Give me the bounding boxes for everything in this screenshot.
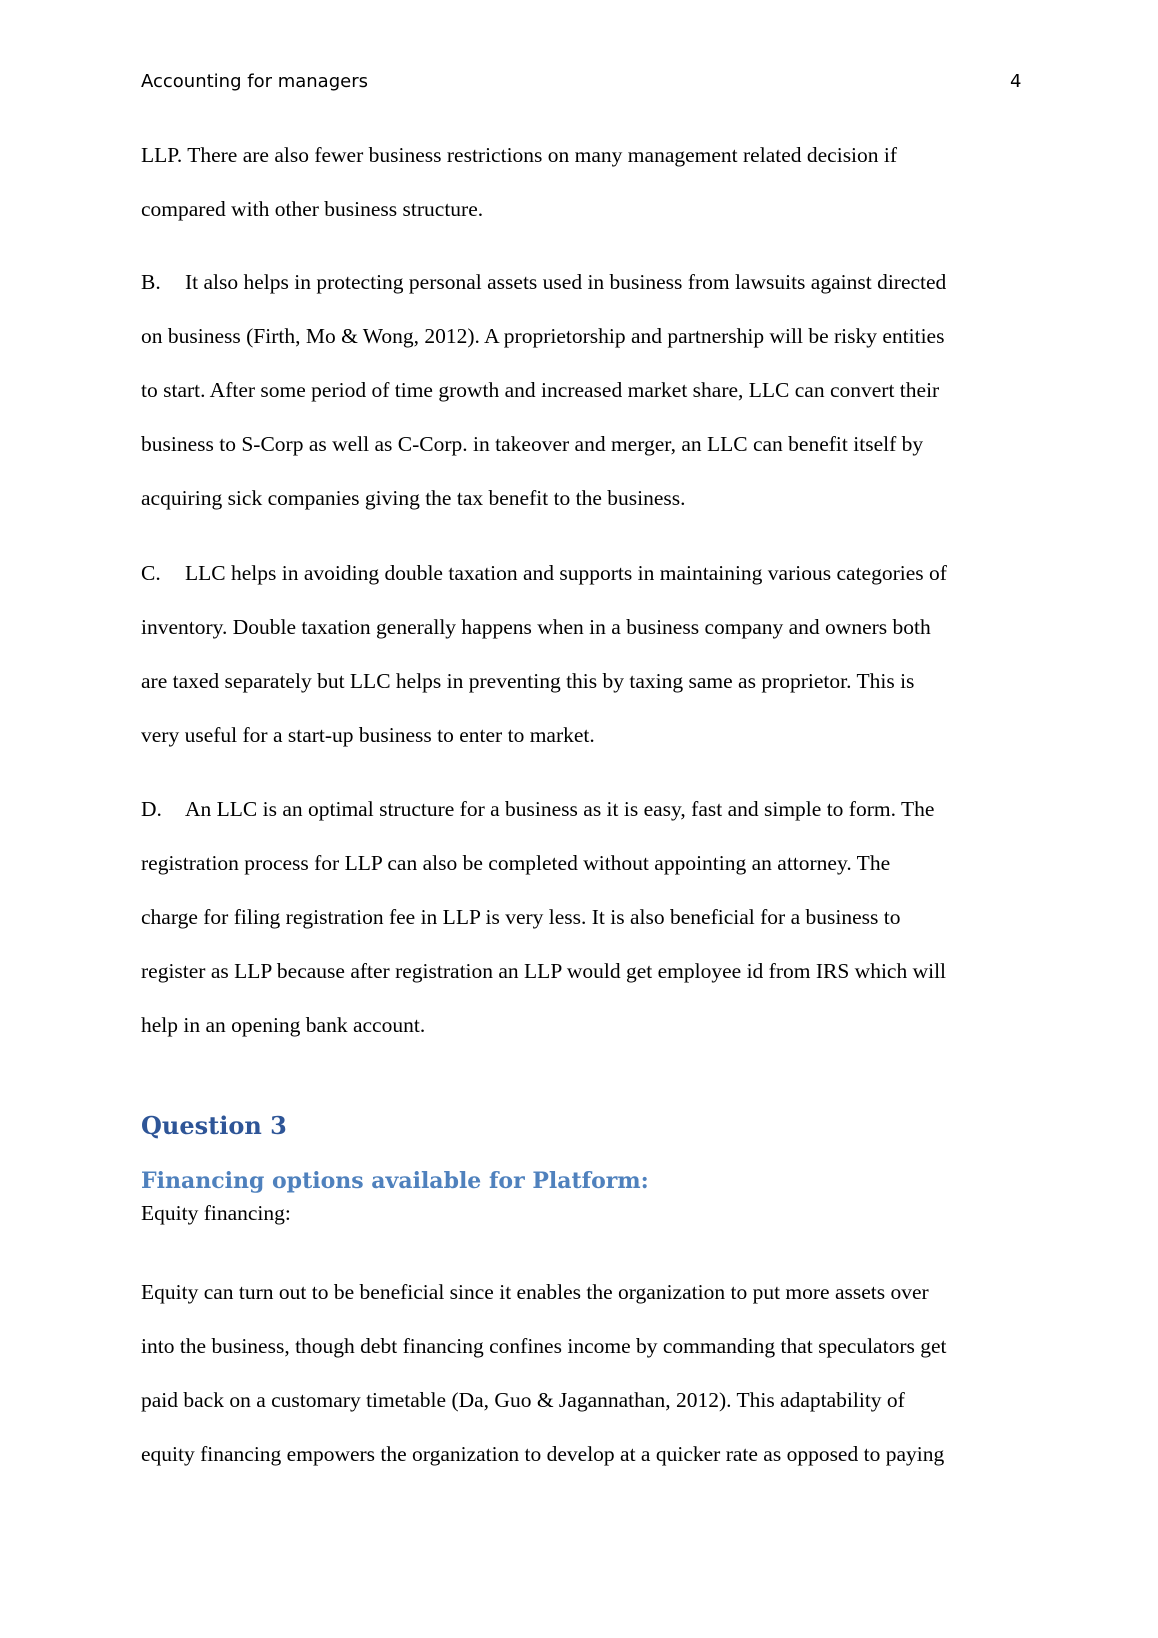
text-line: are taxed separately but LLC helps in preventing this by taxing same as proprietor. This is	[141, 669, 915, 693]
paragraph-b	[141, 255, 1031, 525]
subsection-label: Equity financing:	[141, 1201, 291, 1225]
text-line: to start. After some period of time growth and increased market share, LLC can convert their	[141, 378, 940, 402]
text-line	[141, 782, 1031, 836]
text-line: equity financing empowers the organization to develop at a quicker rate as opposed to paying	[141, 1442, 945, 1466]
text-line: help in an opening bank account.	[141, 1013, 426, 1037]
section-subheading: Financing options available for Platform:	[141, 1168, 649, 1194]
text-line: register as LLP because after registration an LLP would get employee id from IRS which will	[141, 959, 947, 983]
text-line: paid back on a customary timetable (Da, Guo & Jagannathan, 2012). This adaptability of	[141, 1388, 905, 1412]
paragraph-c	[141, 546, 1031, 762]
text-line-content: An LLC is an optimal structure for a business as it is easy, fast and simple to form. The	[185, 797, 935, 821]
running-header-title: Accounting for managers	[141, 71, 368, 92]
text-line: registration process for LLP can also be completed without appointing an attorney. The	[141, 851, 891, 875]
text-line: very useful for a start-up business to enter to market.	[141, 723, 595, 747]
list-marker: C.	[141, 561, 161, 585]
paragraph-d	[141, 782, 1031, 1052]
text-line-content: LLC helps in avoiding double taxation and supports in maintaining various categories of	[185, 561, 947, 585]
text-line	[141, 255, 1031, 309]
text-line: on business (Firth, Mo & Wong, 2012). A proprietorship and partnership will be risky entities	[141, 324, 945, 348]
paragraph-intro	[141, 128, 1031, 236]
text-line: business to S-Corp as well as C-Corp. in takeover and merger, an LLC can benefit itself by	[141, 432, 924, 456]
section-heading: Question 3	[141, 1111, 287, 1140]
text-line: acquiring sick companies giving the tax benefit to the business.	[141, 486, 686, 510]
page-number: 4	[1010, 71, 1022, 92]
text-line: charge for filing registration fee in LLP is very less. It is also beneficial for a business to	[141, 905, 901, 929]
list-marker: B.	[141, 270, 161, 294]
text-line	[141, 546, 1031, 600]
text-line: Equity can turn out to be beneficial since it enables the organization to put more assets over	[141, 1280, 929, 1304]
paragraph-equity	[141, 1265, 1031, 1481]
text-line-content: It also helps in protecting personal assets used in business from lawsuits against directed	[185, 270, 947, 294]
text-line: compared with other business structure.	[141, 197, 484, 221]
text-line: inventory. Double taxation generally happens when in a business company and owners both	[141, 615, 931, 639]
text-line: into the business, though debt financing confines income by commanding that speculators get	[141, 1334, 947, 1358]
text-line: LLP. There are also fewer business restrictions on many management related decision if	[141, 143, 898, 167]
list-marker: D.	[141, 797, 162, 821]
